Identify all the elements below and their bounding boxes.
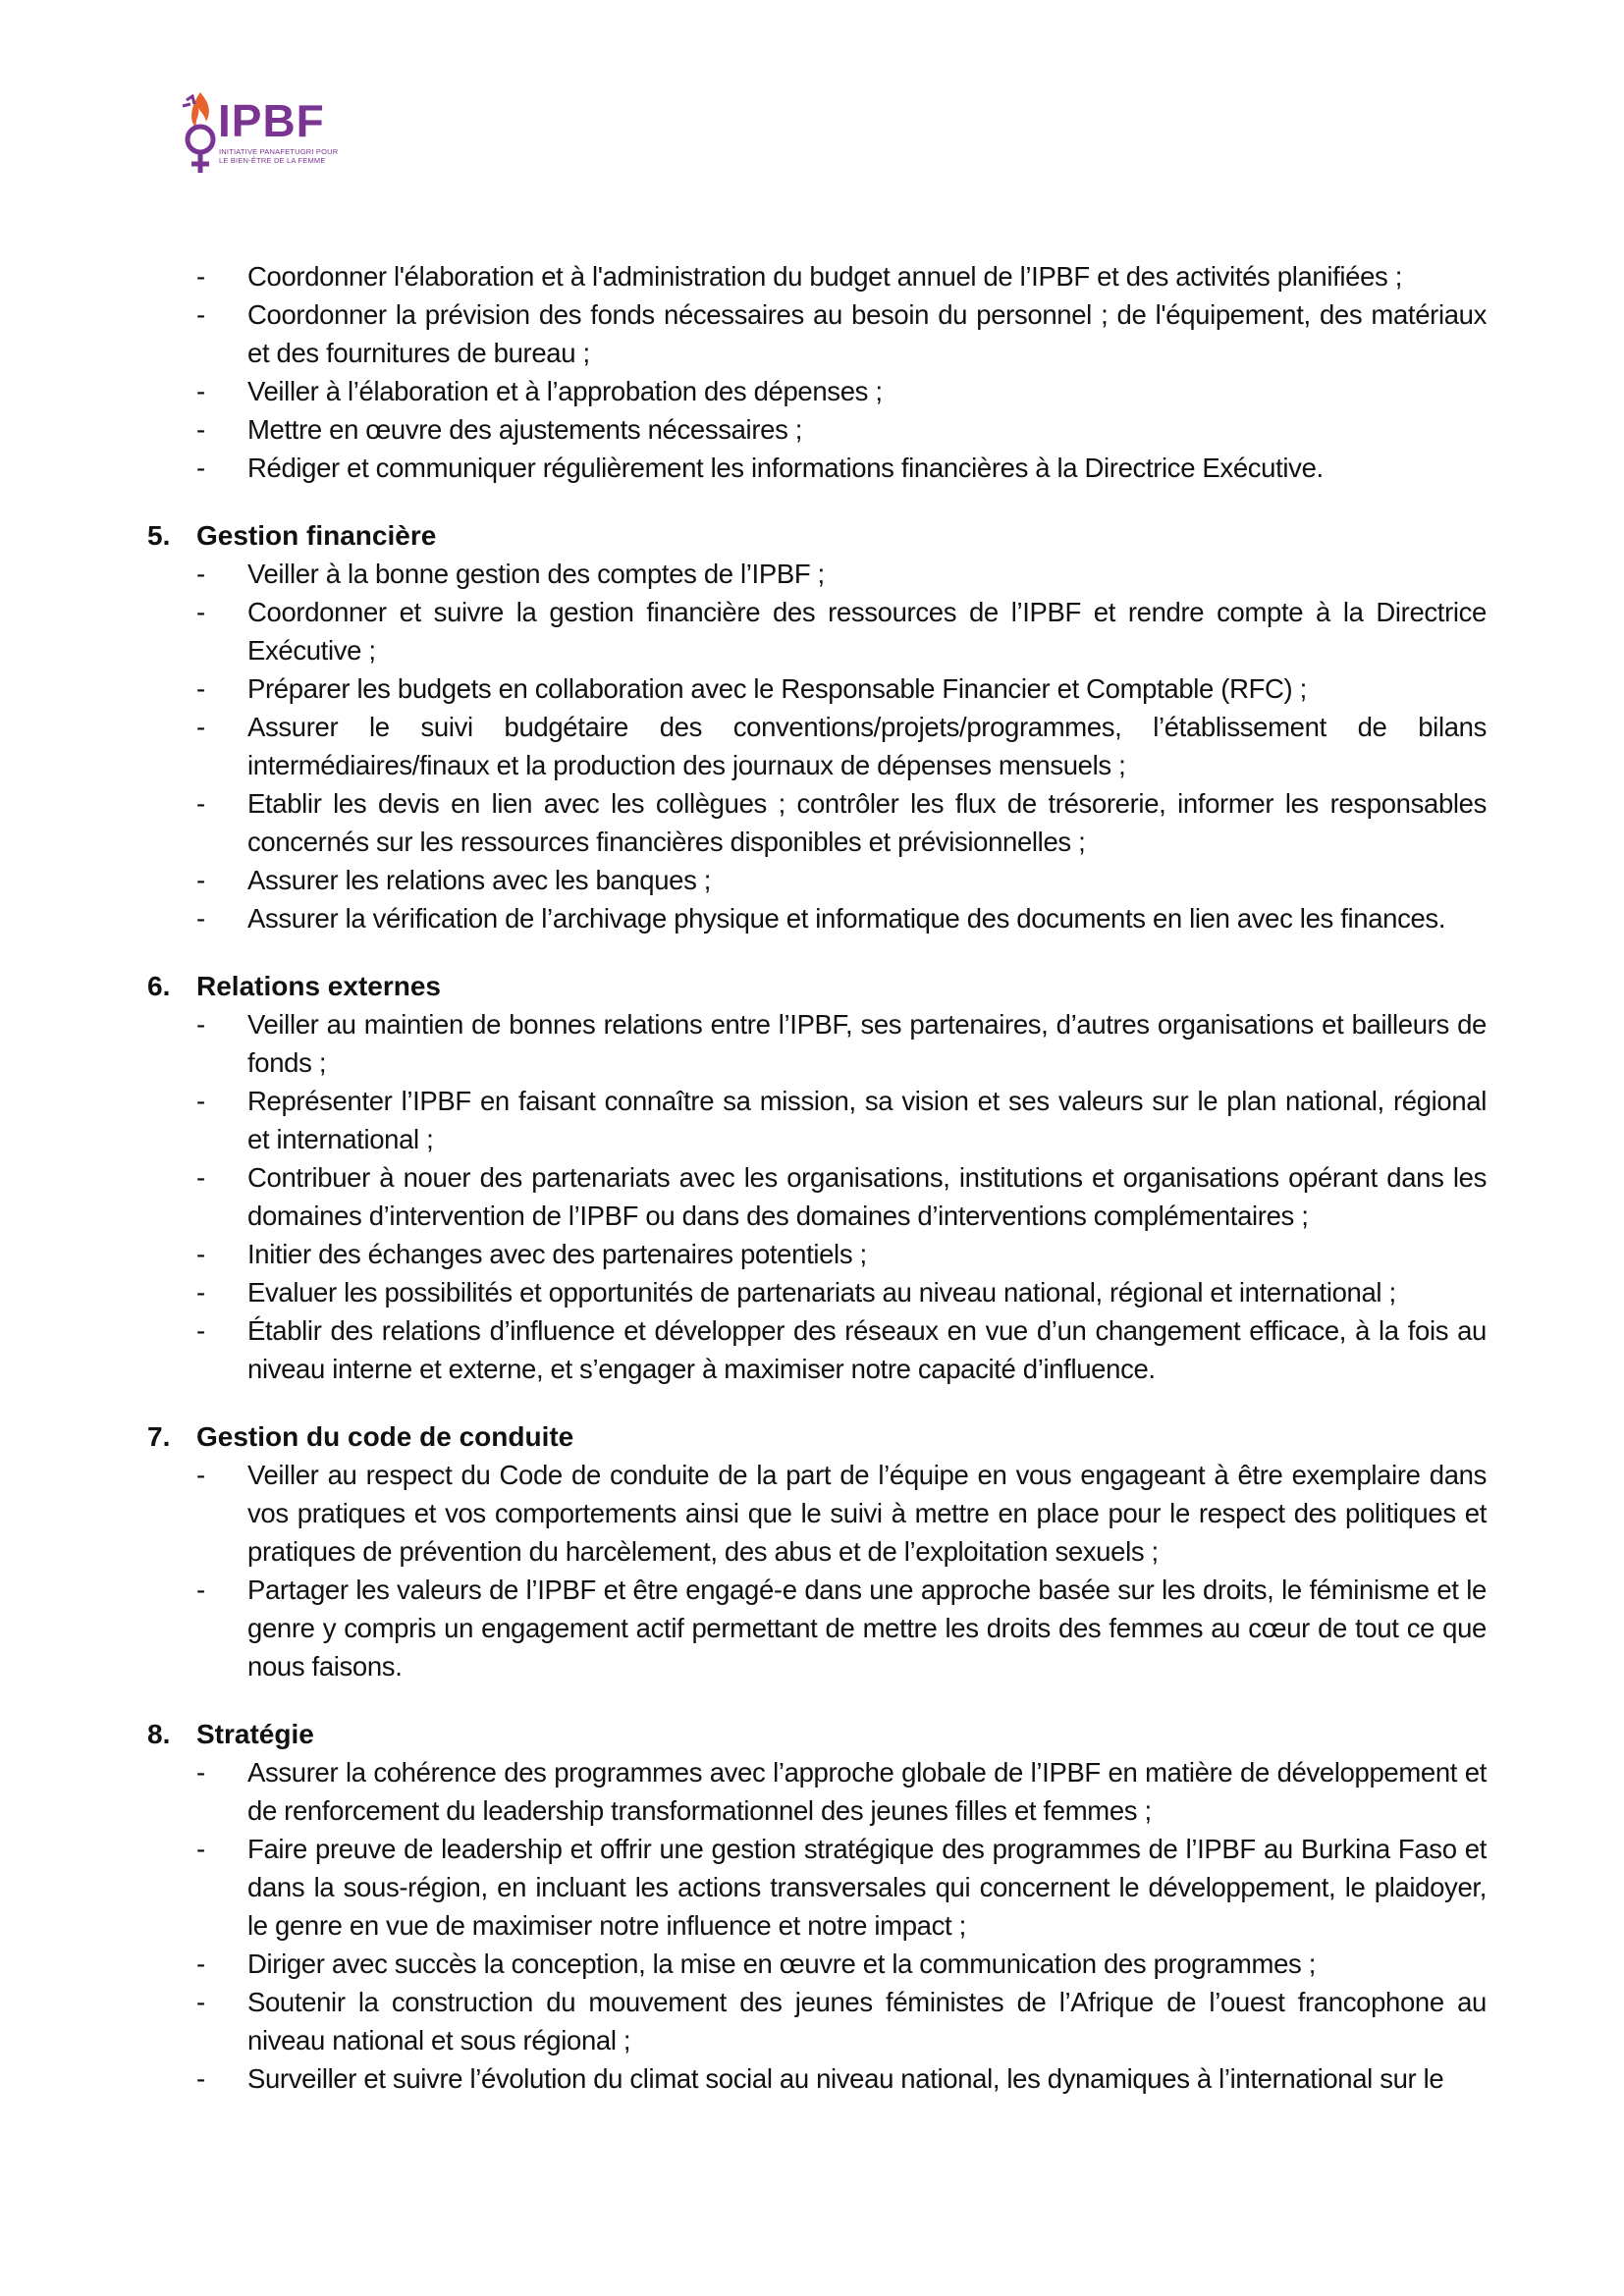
logo-wordmark: IPBF xyxy=(218,95,325,146)
list-item xyxy=(147,1005,1492,1082)
list-item xyxy=(147,1158,1492,1235)
section-number: 8. xyxy=(147,1719,171,1749)
list-item-text: Assurer la cohérence des programmes avec l’approche globale de l’IPBF en matière de développement et de renforcement du leadership transformationnel des jeunes filles et femmes ; xyxy=(247,1757,1487,1826)
list-item xyxy=(147,669,1492,708)
section xyxy=(147,1715,1492,2098)
section-title: Gestion du code de conduite xyxy=(196,1421,574,1452)
list-item-text: Partager les valeurs de l’IPBF et être engagé-e dans une approche basée sur les droits, le féminisme et le genre y compris un engagement actif permettant de mettre les droits des femmes au cœur de tout ce que nous faisons. xyxy=(247,1575,1487,1682)
list-item-text: Evaluer les possibilités et opportunités de partenariats au niveau national, régional et international ; xyxy=(247,1277,1396,1308)
list-item xyxy=(147,1082,1492,1158)
bullet-dash: - xyxy=(196,1086,205,1116)
section-number: 5. xyxy=(147,520,171,551)
bullet-dash: - xyxy=(196,559,205,589)
section-heading xyxy=(147,1417,1492,1456)
bullet-dash: - xyxy=(196,903,205,934)
bullet-dash: - xyxy=(196,299,205,330)
list-item xyxy=(147,1830,1492,1945)
list-item-text: Assurer le suivi budgétaire des conventions/projets/programmes, l’établissement de bilans intermédiaires/finaux et la production des journaux de dépenses mensuels ; xyxy=(247,712,1487,780)
list-item-text: Représenter l’IPBF en faisant connaître sa mission, sa vision et ses valeurs sur le plan national, régional et international ; xyxy=(247,1086,1487,1154)
bullet-dash: - xyxy=(196,261,205,292)
bullet-dash: - xyxy=(196,712,205,742)
list-item xyxy=(147,1273,1492,1311)
bullet-dash: - xyxy=(196,376,205,406)
list-item-text: Mettre en œuvre des ajustements nécessaires ; xyxy=(247,414,803,445)
list-item-text: Soutenir la construction du mouvement des jeunes féministes de l’Afrique de l’ouest francophone au niveau national et sous régional ; xyxy=(247,1987,1487,2056)
list-item xyxy=(147,257,1492,295)
ipbf-logo xyxy=(179,88,375,187)
list-item xyxy=(147,1983,1492,2059)
bullet-dash: - xyxy=(196,597,205,627)
list-item xyxy=(147,410,1492,449)
bullet-dash: - xyxy=(196,1162,205,1193)
section-number: 7. xyxy=(147,1421,171,1452)
bullet-dash: - xyxy=(196,1575,205,1605)
section-number: 6. xyxy=(147,971,171,1001)
list-item-text: Coordonner l'élaboration et à l'administration du budget annuel de l’IPBF et des activités planifiées ; xyxy=(247,261,1403,292)
list-item xyxy=(147,1753,1492,1830)
list-item xyxy=(147,449,1492,487)
list-item-text: Veiller au maintien de bonnes relations entre l’IPBF, ses partenaires, d’autres organisations et bailleurs de fonds ; xyxy=(247,1009,1487,1078)
list-item xyxy=(147,861,1492,899)
list-item xyxy=(147,295,1492,372)
sections-container xyxy=(147,516,1492,2098)
list-item-text: Assurer la vérification de l’archivage physique et informatique des documents en lien avec les finances. xyxy=(247,903,1446,934)
bullet-dash: - xyxy=(196,1949,205,1979)
list-item xyxy=(147,1456,1492,1571)
section-title: Stratégie xyxy=(196,1719,314,1749)
section-heading xyxy=(147,1715,1492,1753)
section xyxy=(147,516,1492,937)
bullet-dash: - xyxy=(196,1277,205,1308)
list-item xyxy=(147,1311,1492,1388)
list-item-text: Coordonner la prévision des fonds nécessaires au besoin du personnel ; de l'équipement, des matériaux et des fournitures de bureau ; xyxy=(247,299,1487,368)
section-list xyxy=(147,1456,1492,1685)
venus-flame-icon xyxy=(179,88,222,179)
list-item-text: Établir des relations d’influence et développer des réseaux en vue d’un changement efficace, à la fois au niveau interne et externe, et s’engager à maximiser notre capacité d’influence. xyxy=(247,1315,1487,1384)
list-item-text: Rédiger et communiquer régulièrement les informations financières à la Directrice Exécutive. xyxy=(247,453,1324,483)
list-item xyxy=(147,1571,1492,1685)
bullet-dash: - xyxy=(196,414,205,445)
list-item-text: Diriger avec succès la conception, la mise en œuvre et la communication des programmes ; xyxy=(247,1949,1316,1979)
bullet-dash: - xyxy=(196,1987,205,2017)
section xyxy=(147,967,1492,1388)
list-item xyxy=(147,2059,1492,2098)
list-item xyxy=(147,372,1492,410)
list-item-text: Veiller à la bonne gestion des comptes de l’IPBF ; xyxy=(247,559,825,589)
list-item xyxy=(147,593,1492,669)
list-item xyxy=(147,1235,1492,1273)
bullet-dash: - xyxy=(196,865,205,895)
list-item-text: Surveiller et suivre l’évolution du climat social au niveau national, les dynamiques à l’international sur le xyxy=(247,2063,1444,2094)
bullet-dash: - xyxy=(196,1009,205,1040)
list-item-text: Veiller à l’élaboration et à l’approbation des dépenses ; xyxy=(247,376,883,406)
list-item xyxy=(147,784,1492,861)
list-item xyxy=(147,899,1492,937)
bullet-dash: - xyxy=(196,1757,205,1788)
section-list xyxy=(147,555,1492,937)
intro-list xyxy=(147,257,1492,487)
bullet-dash: - xyxy=(196,1315,205,1346)
list-item xyxy=(147,708,1492,784)
section-title: Gestion financière xyxy=(196,520,437,551)
bullet-dash: - xyxy=(196,1460,205,1490)
list-item-text: Etablir les devis en lien avec les collègues ; contrôler les flux de trésorerie, informer les responsables concernés sur les ressources financières disponibles et prévisionnelles ; xyxy=(247,788,1487,857)
logo-tagline: INITIATIVE PANAFETUGRI POUR LE BIEN-ÊTRE DE LA FEMME xyxy=(219,147,339,165)
list-item-text: Assurer les relations avec les banques ; xyxy=(247,865,712,895)
bullet-dash: - xyxy=(196,453,205,483)
bullet-dash: - xyxy=(196,673,205,704)
bullet-dash: - xyxy=(196,1834,205,1864)
list-item-text: Faire preuve de leadership et offrir une gestion stratégique des programmes de l’IPBF au Burkina Faso et dans la sous-région, en incluant les actions transversales qui concernent le développement, le plaidoyer, le genre en vue de maximiser notre influence et notre impact ; xyxy=(247,1834,1487,1941)
list-item xyxy=(147,1945,1492,1983)
bullet-dash: - xyxy=(196,2063,205,2094)
section-heading xyxy=(147,967,1492,1005)
list-item-text: Préparer les budgets en collaboration avec le Responsable Financier et Comptable (RFC) ; xyxy=(247,673,1307,704)
list-item xyxy=(147,555,1492,593)
document-body xyxy=(147,257,1492,2098)
list-item-text: Veiller au respect du Code de conduite de la part de l’équipe en vous engageant à être exemplaire dans vos pratiques et vos comportements ainsi que le suivi à mettre en place pour le respect des politiques et pratiques de prévention du harcèlement, des abus et de l’exploitation sexuels ; xyxy=(247,1460,1487,1567)
list-item-text: Coordonner et suivre la gestion financière des ressources de l’IPBF et rendre compte à la Directrice Exécutive ; xyxy=(247,597,1487,666)
list-item-text: Contribuer à nouer des partenariats avec les organisations, institutions et organisations opérant dans les domaines d’intervention de l’IPBF ou dans des domaines d’interventions complémentaires ; xyxy=(247,1162,1487,1231)
section-list xyxy=(147,1005,1492,1388)
bullet-dash: - xyxy=(196,1239,205,1269)
section-title: Relations externes xyxy=(196,971,441,1001)
list-item-text: Initier des échanges avec des partenaires potentiels ; xyxy=(247,1239,867,1269)
section-heading xyxy=(147,516,1492,555)
section xyxy=(147,1417,1492,1685)
section-list xyxy=(147,1753,1492,2098)
bullet-dash: - xyxy=(196,788,205,819)
